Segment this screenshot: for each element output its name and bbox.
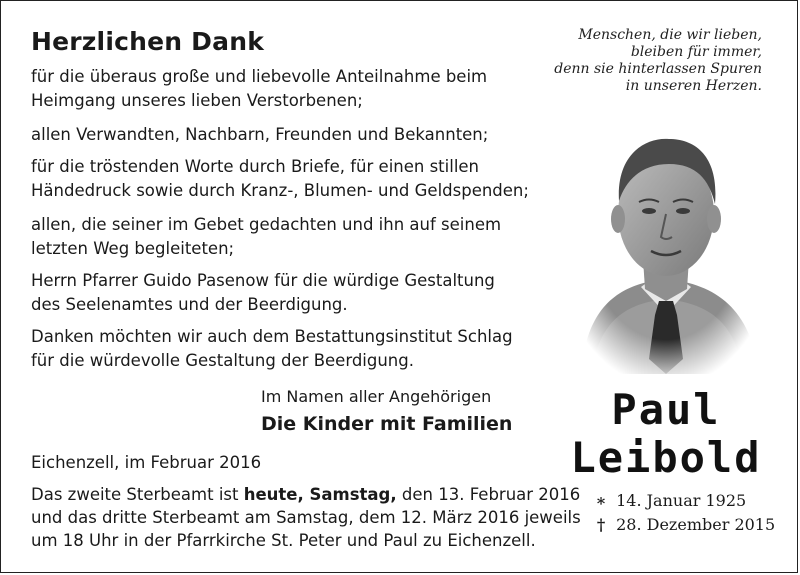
thanks-paragraph-3 — [31, 155, 529, 203]
text-line: allen, die seiner im Gebet gedachten und ihn auf seinem — [31, 215, 502, 234]
text-line: für die überaus große und liebevolle Anteilnahme beim — [31, 67, 488, 86]
quote-line: denn sie hinterlassen Spuren — [554, 61, 762, 77]
text-line: um 18 Uhr in der Pfarrkirche St. Peter und Paul zu Eichenzell. — [31, 531, 536, 550]
signers: Die Kinder mit Familien — [261, 413, 513, 435]
text-line: des Seelenamtes und der Beerdigung. — [31, 295, 348, 314]
portrait-photo — [571, 109, 761, 374]
thanks-paragraph-4 — [31, 213, 501, 261]
text-line: Herrn Pfarrer Guido Pasenow für die würdige Gestaltung — [31, 271, 495, 290]
text-line: den 13. Februar 2016 — [396, 485, 581, 504]
text-line: und das dritte Sterbeamt am Samstag, dem 12. März 2016 jeweils — [31, 508, 581, 527]
cross-icon: † — [596, 515, 606, 534]
on-behalf-line: Im Namen aller Angehörigen — [261, 387, 492, 406]
text-line: Danken möchten wir auch dem Bestattungsinstitut Schlag — [31, 327, 513, 346]
text-line: Das zweite Sterbeamt ist — [31, 485, 244, 504]
service-info — [31, 483, 581, 552]
text-line: letzten Weg begleiteten; — [31, 239, 235, 258]
notice-title: Herzlichen Dank — [31, 27, 265, 56]
deceased-last-name: Leibold — [570, 433, 762, 482]
text-line: für die würdevolle Gestaltung der Beerdigung. — [31, 351, 414, 370]
deceased-first-name: Paul — [611, 385, 721, 434]
highlighted-day: heute, Samstag, — [243, 485, 397, 504]
thanks-paragraph-2 — [31, 123, 488, 147]
quote-line: Menschen, die wir lieben, — [578, 27, 762, 43]
death-date-row — [591, 513, 775, 537]
memorial-quote — [554, 27, 762, 95]
text-line: Händedruck sowie durch Kranz-, Blumen- und Geldspenden; — [31, 181, 529, 200]
thanks-paragraph-5 — [31, 269, 495, 317]
life-dates — [591, 489, 775, 537]
birth-date-row — [591, 489, 775, 513]
quote-line: in unseren Herzen. — [625, 78, 762, 94]
thanks-paragraph-1 — [31, 65, 487, 113]
text-line: für die tröstenden Worte durch Briefe, für einen stillen — [31, 157, 480, 176]
birth-date: 14. Januar 1925 — [616, 491, 747, 510]
thanks-paragraph-6 — [31, 325, 513, 373]
text-line: Heimgang unseres lieben Verstorbenen; — [31, 91, 363, 110]
quote-line: bleiben für immer, — [630, 44, 762, 60]
death-date: 28. Dezember 2015 — [616, 515, 776, 534]
birth-star-icon: ∗ — [595, 491, 607, 510]
text-line: allen Verwandten, Nachbarn, Freunden und Bekannten; — [31, 125, 489, 144]
place-date: Eichenzell, im Februar 2016 — [31, 453, 262, 472]
